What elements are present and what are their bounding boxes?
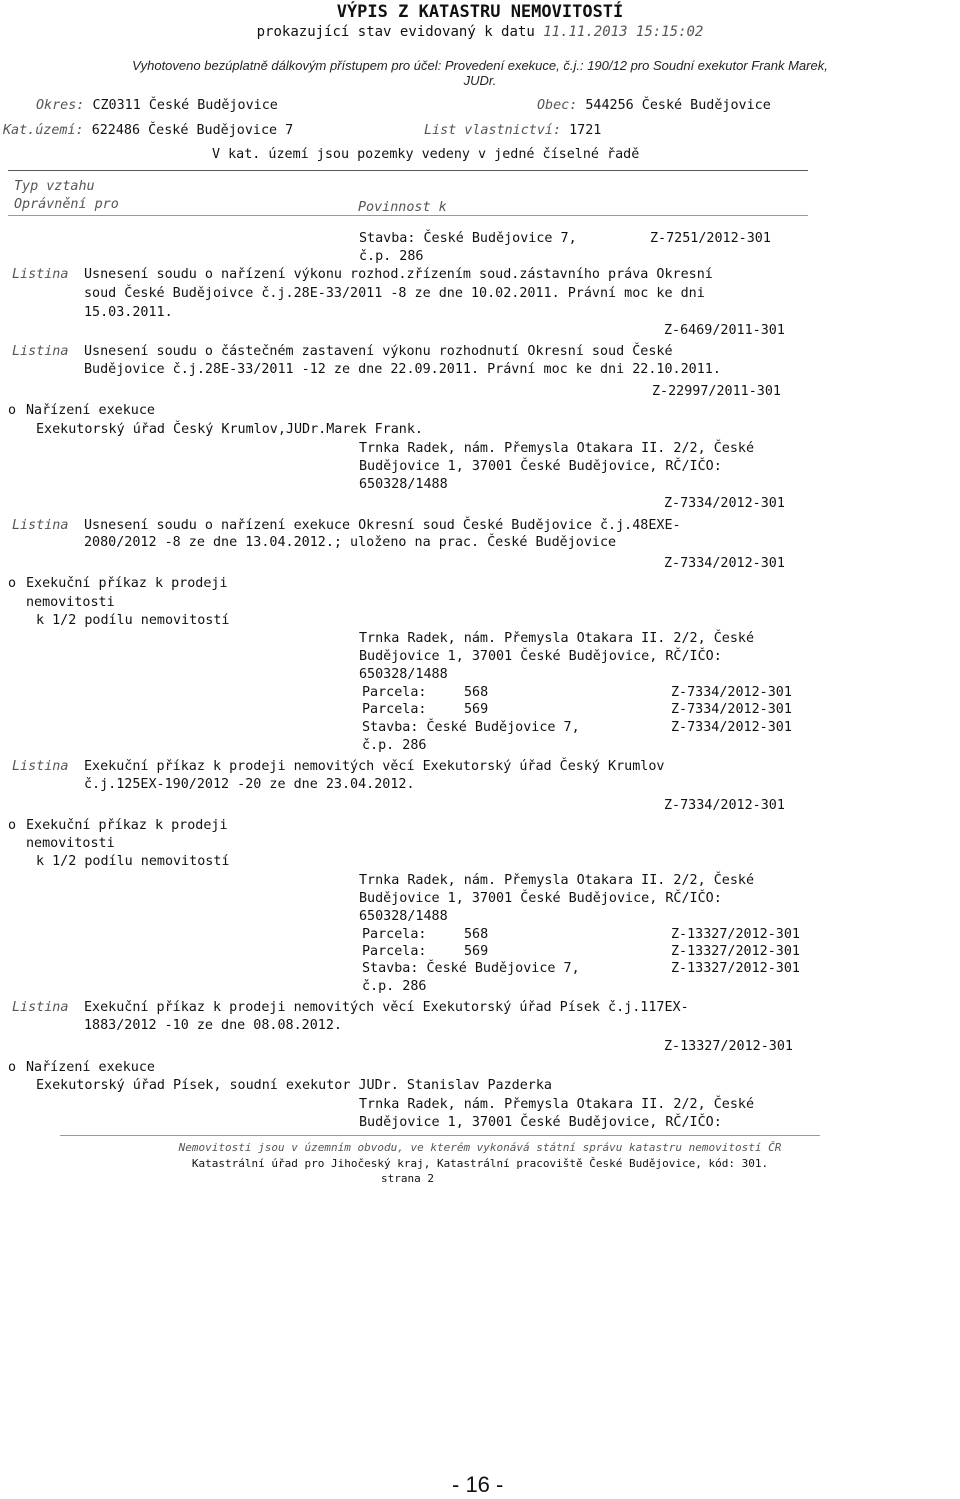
party-line: Budějovice 1, 37001 České Budějovice, RČ/IČO: <box>359 649 722 664</box>
ref-number: Z-7334/2012-301 <box>671 702 792 717</box>
listina-text: soud České Budějoivce č.j.28E-33/2011 -8 ze dne 10.02.2011. Právní moc ke dni <box>84 286 705 301</box>
ref-number: Z-7334/2012-301 <box>664 556 785 571</box>
bullet-marker: o <box>8 1060 17 1075</box>
bullet-marker: o <box>8 403 17 418</box>
stavba-line: Stavba: České Budějovice 7, <box>362 720 580 735</box>
header-divider <box>8 170 808 171</box>
parcel-number: 568 <box>464 685 489 700</box>
cp-line: č.p. 286 <box>362 979 427 994</box>
okres-label: Okres: <box>36 98 85 113</box>
page-number: - 16 - <box>452 1472 504 1497</box>
parcel-number: 569 <box>464 702 489 717</box>
listina-tag: Listina <box>12 1000 69 1015</box>
entry-title: Exekuční příkaz k prodeji <box>26 576 228 591</box>
entry-subtitle: Exekutorský úřad Písek, soudní exekutor JUDr. Stanislav Pazderka <box>36 1078 552 1093</box>
katuzemi-label: Kat.území: <box>3 123 84 138</box>
ref-number: Z-13327/2012-301 <box>671 944 800 959</box>
party-line: Trnka Radek, nám. Přemysla Otakara II. 2/2, České <box>359 873 755 888</box>
party-line: Budějovice 1, 37001 České Budějovice, RČ/IČO: <box>359 891 722 906</box>
entry-title: Nařízení exekuce <box>26 1060 155 1075</box>
ref-number: Z-13327/2012-301 <box>671 927 800 942</box>
ref-number: Z-7334/2012-301 <box>671 685 792 700</box>
party-line: Budějovice 1, 37001 České Budějovice, RČ/IČO: <box>359 1115 722 1130</box>
entry-subtitle: Exekutorský úřad Český Krumlov,JUDr.Marek Frank. <box>36 422 423 437</box>
parcel-number: 568 <box>464 927 489 942</box>
entry-title: nemovitosti <box>26 836 115 851</box>
columns-divider <box>8 215 808 216</box>
obec-value: 544256 České Budějovice <box>585 98 771 113</box>
document-title: VÝPIS Z KATASTRU NEMOVITOSTÍ <box>336 2 624 22</box>
parcel-number: 569 <box>464 944 489 959</box>
listina-text: Usnesení soudu o nařízení exekuce Okresní soud České Budějovice č.j.48EXE- <box>84 518 681 533</box>
lv-row <box>424 122 601 139</box>
lv-value: 1721 <box>569 123 602 138</box>
party-line: Trnka Radek, nám. Přemysla Otakara II. 2/2, České <box>359 441 755 456</box>
state-prefix: prokazující stav evidovaný k datu <box>256 24 535 40</box>
ref-number: Z-6469/2011-301 <box>664 323 785 338</box>
ref-number: Z-13327/2012-301 <box>664 1039 793 1054</box>
page-label: strana 2 <box>381 1172 434 1185</box>
listina-text: Usnesení soudu o částečném zastavení výkonu rozhodnutí Okresní soud České <box>84 344 673 359</box>
obec-row <box>537 97 771 114</box>
ref-number: Z-22997/2011-301 <box>652 384 781 399</box>
cp-line: č.p. 286 <box>359 249 424 264</box>
party-line: 650328/1488 <box>359 909 448 924</box>
column-povinnost-k: Povinnost k <box>358 200 447 215</box>
ref-number: Z-7334/2012-301 <box>671 720 792 735</box>
entry-title: Nařízení exekuce <box>26 403 155 418</box>
ref-number: Z-7251/2012-301 <box>650 231 771 246</box>
listina-tag: Listina <box>12 759 69 774</box>
listina-text: č.j.125EX-190/2012 -20 ze dne 23.04.2012. <box>84 777 415 792</box>
parcel-label: Parcela: <box>362 944 427 959</box>
party-line: Budějovice 1, 37001 České Budějovice, RČ/IČO: <box>359 459 722 474</box>
listina-text: Exekuční příkaz k prodeji nemovitých věcí Exekutorský úřad Písek č.j.117EX- <box>84 1000 689 1015</box>
listina-text: Exekuční příkaz k prodeji nemovitých věcí Exekutorský úřad Český Krumlov <box>84 759 665 774</box>
party-line: 650328/1488 <box>359 477 448 492</box>
listina-text: 15.03.2011. <box>84 305 173 320</box>
katuzemi-row <box>3 122 293 139</box>
entry-title: Exekuční příkaz k prodeji <box>26 818 228 833</box>
lv-label: List vlastnictví: <box>424 123 562 138</box>
footer-note-2: Katastrální úřad pro Jihočeský kraj, Katastrální pracoviště České Budějovice, kód: 301. <box>191 1157 769 1170</box>
listina-tag: Listina <box>12 344 69 359</box>
listina-tag: Listina <box>12 267 69 282</box>
entry-title: nemovitosti <box>26 595 115 610</box>
parcel-label: Parcela: <box>362 702 427 717</box>
ref-number: Z-13327/2012-301 <box>671 961 800 976</box>
entry-title: k 1/2 podílu nemovitostí <box>36 613 230 628</box>
parcel-label: Parcela: <box>362 685 427 700</box>
katuzemi-value: 622486 České Budějovice 7 <box>91 123 294 138</box>
listina-text: 1883/2012 -10 ze dne 08.08.2012. <box>84 1018 342 1033</box>
parcel-label: Parcela: <box>362 927 427 942</box>
entry-title: k 1/2 podílu nemovitostí <box>36 854 230 869</box>
footer-note-1: Nemovitosti jsou v územním obvodu, ve kterém vykonává státní správu katastru nemovitostí ČR <box>178 1141 782 1154</box>
obec-label: Obec: <box>537 98 578 113</box>
party-line: 650328/1488 <box>359 667 448 682</box>
footer-divider <box>60 1135 820 1136</box>
listina-tag: Listina <box>12 518 69 533</box>
state-datetime: 11.11.2013 15:15:02 <box>543 24 704 40</box>
okres-value: CZ0311 České Budějovice <box>92 98 278 113</box>
listina-text: Budějovice č.j.28E-33/2011 -12 ze dne 22.09.2011. Právní moc ke dni 22.10.2011. <box>84 362 721 377</box>
ref-number: Z-7334/2012-301 <box>664 496 785 511</box>
bullet-marker: o <box>8 818 17 833</box>
column-typ-vztahu: Typ vztahu <box>14 179 95 194</box>
bullet-marker: o <box>8 576 17 591</box>
column-opravneni-pro: Oprávnění pro <box>14 197 119 212</box>
stavba-line: Stavba: České Budějovice 7, <box>362 961 580 976</box>
listina-text: Usnesení soudu o nařízení výkonu rozhod.zřízením soud.zástavního práva Okresní <box>84 267 713 282</box>
stavba-line: Stavba: České Budějovice 7, <box>359 231 577 246</box>
ref-number: Z-7334/2012-301 <box>664 798 785 813</box>
produced-line-1: Vyhotoveno bezúplatně dálkovým přístupem pro účel: Provedení exekuce, č.j.: 190/12 pro Soudní exekutor Frank Marek, <box>132 58 828 73</box>
series-note: V kat. území jsou pozemky vedeny v jedné číselné řadě <box>212 147 640 162</box>
cp-line: č.p. 286 <box>362 738 427 753</box>
okres-row <box>36 97 278 114</box>
produced-line-2: JUDr. <box>463 73 497 88</box>
party-line: Trnka Radek, nám. Přemysla Otakara II. 2/2, České <box>359 631 755 646</box>
listina-text: 2080/2012 -8 ze dne 13.04.2012.; uloženo na prac. České Budějovice <box>84 535 617 550</box>
state-line <box>0 24 960 41</box>
party-line: Trnka Radek, nám. Přemysla Otakara II. 2/2, České <box>359 1097 755 1112</box>
